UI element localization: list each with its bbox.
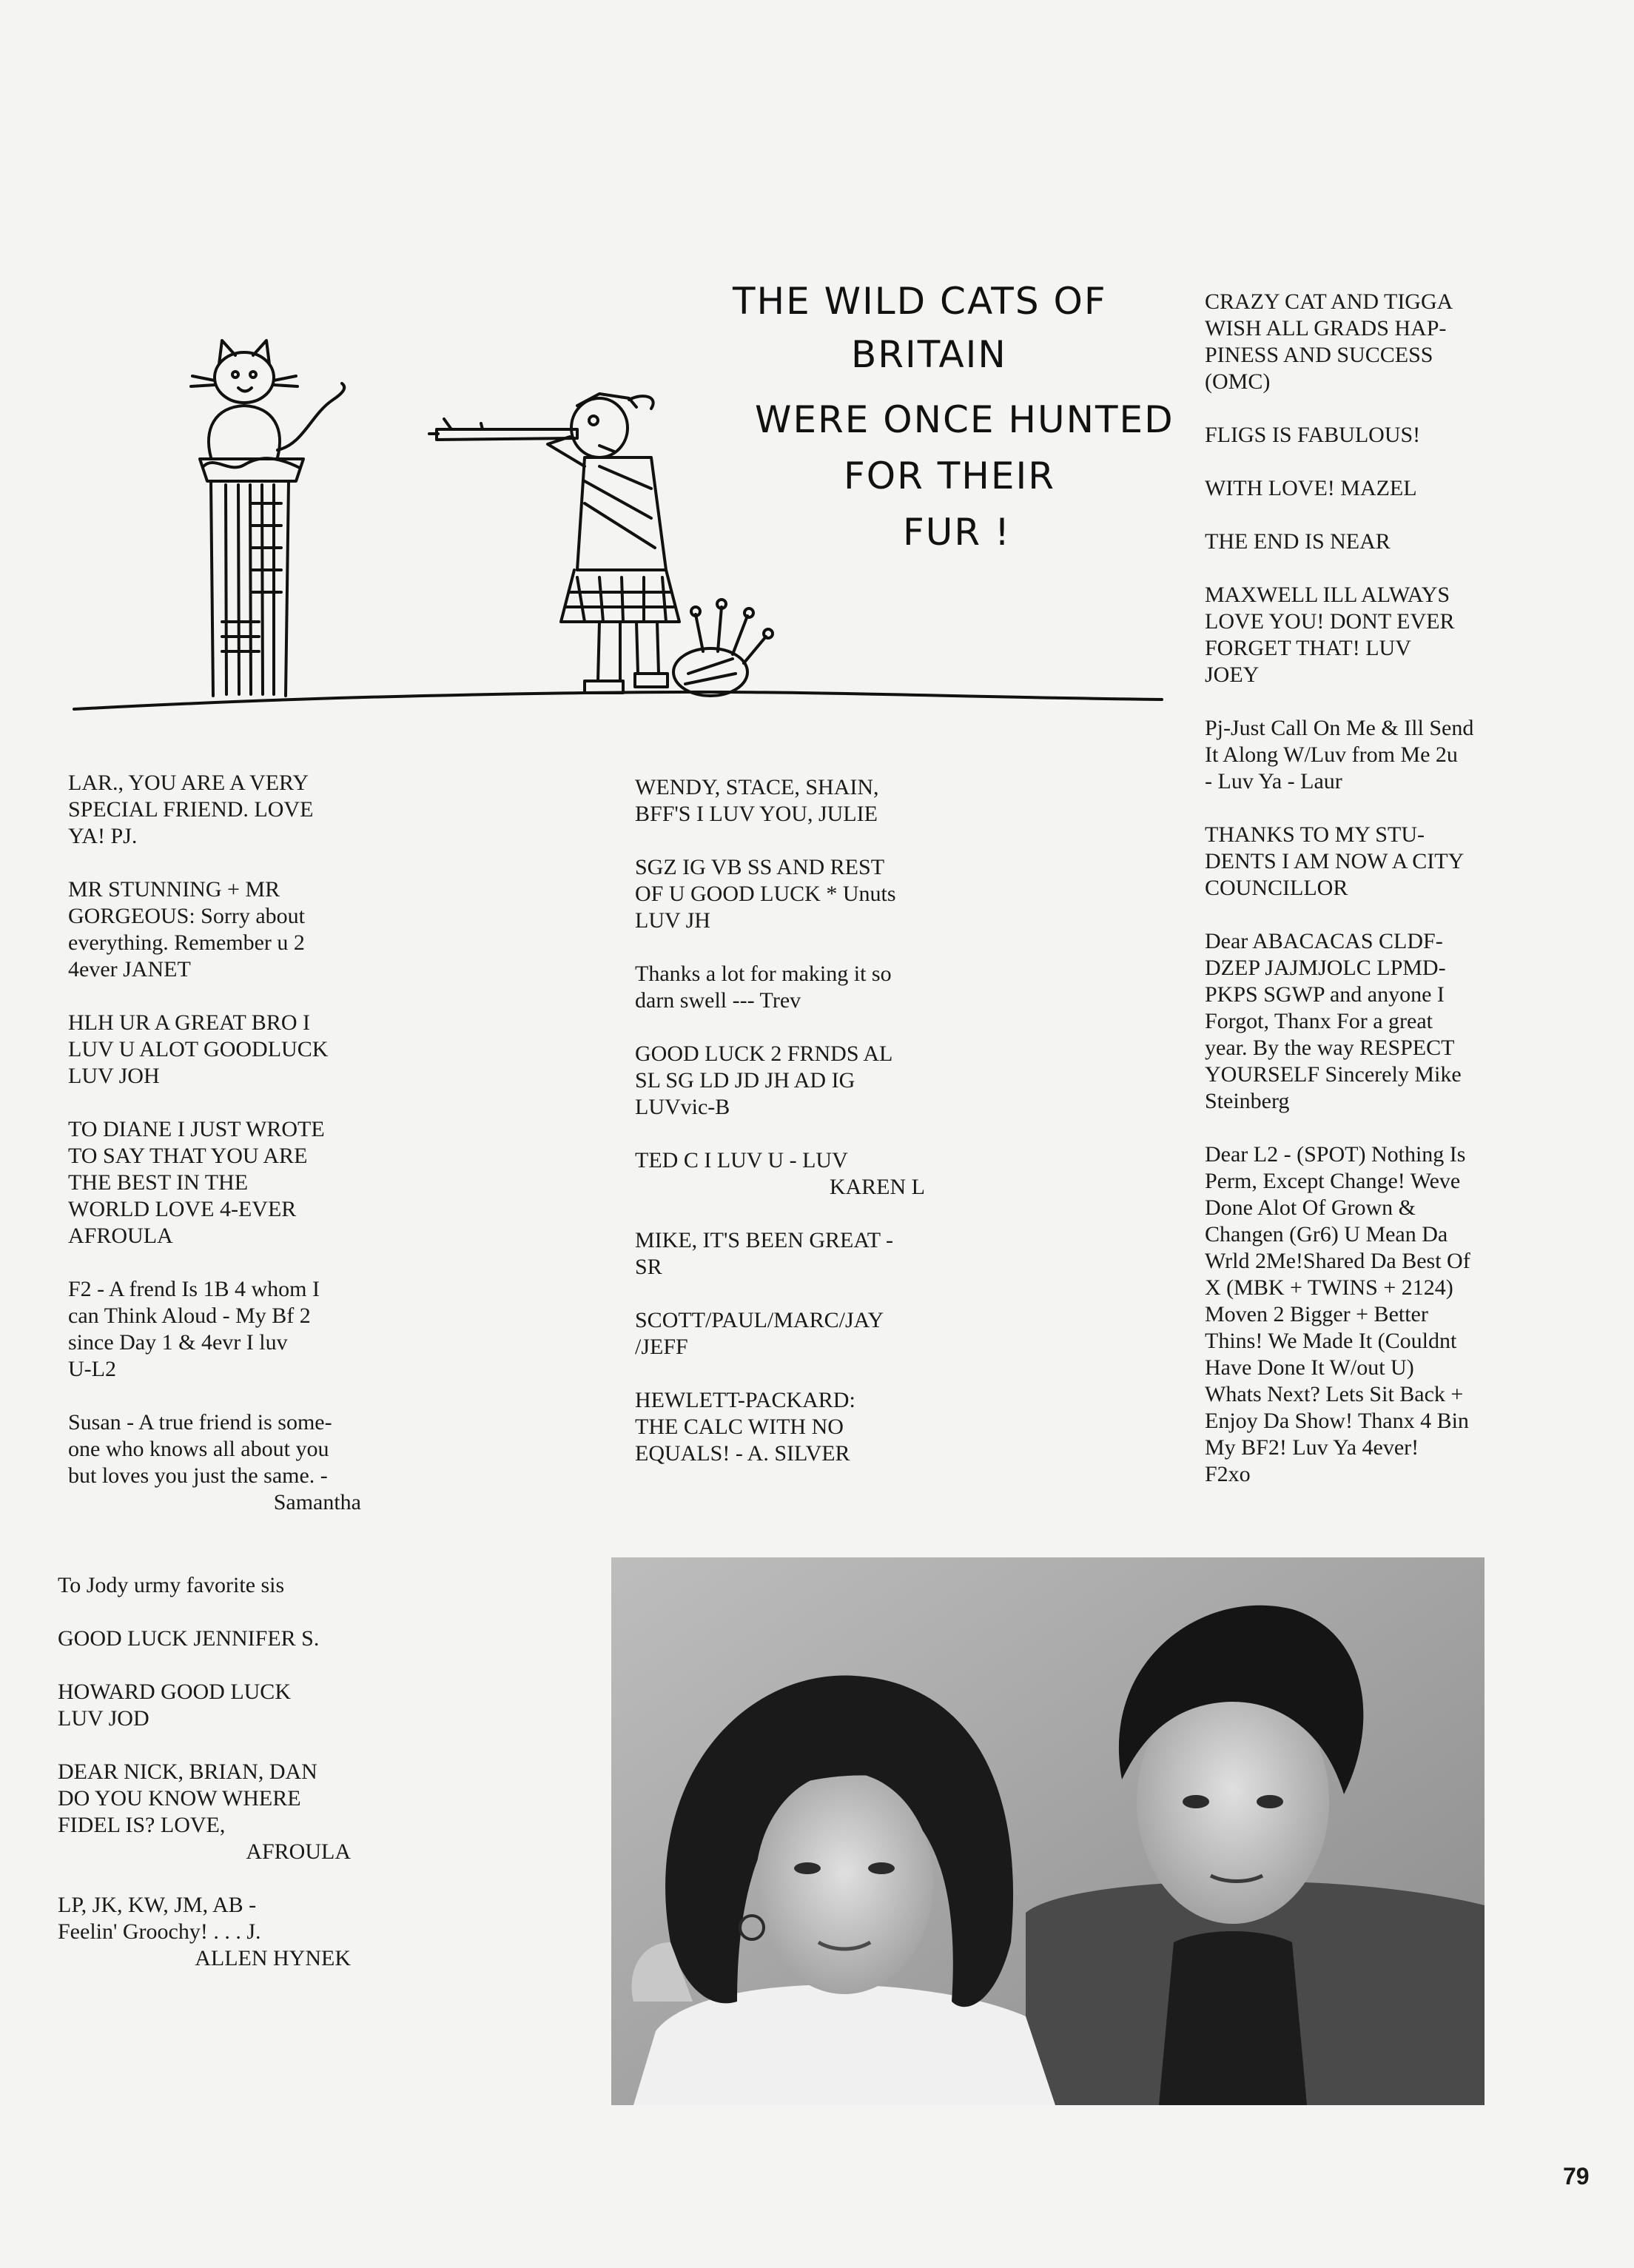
message-line: darn swell --- Trev xyxy=(635,988,801,1013)
message-line: MIKE, IT'S BEEN GREAT - xyxy=(635,1228,893,1252)
message-line: JOEY xyxy=(1205,662,1260,687)
message-line: LUV JOH xyxy=(68,1064,160,1088)
message xyxy=(68,1010,361,1090)
message-line: EQUALS! - A. SILVER xyxy=(635,1441,850,1466)
message-line: WISH ALL GRADS HAP- xyxy=(1205,316,1447,340)
message-line: THE END IS NEAR xyxy=(1205,529,1391,554)
message xyxy=(1205,475,1496,502)
message-line: HOWARD GOOD LUCK xyxy=(58,1680,291,1704)
couple-photo xyxy=(611,1557,1485,2105)
message xyxy=(635,1387,925,1467)
message-line: LUVvic-B xyxy=(635,1095,730,1119)
message-line: 4ever JANET xyxy=(68,957,191,982)
message-line: AFROULA xyxy=(68,1224,173,1248)
message xyxy=(68,1409,361,1516)
message-line: since Day 1 & 4evr I luv xyxy=(68,1330,288,1355)
message xyxy=(68,1116,361,1249)
message-signature: KAREN L xyxy=(829,1175,925,1199)
message-line: - Luv Ya - Laur xyxy=(1205,769,1342,794)
message-line: FIDEL IS? LOVE, xyxy=(58,1813,226,1837)
message-line: LUV JOD xyxy=(58,1706,149,1731)
message-line: GOOD LUCK 2 FRNDS AL xyxy=(635,1041,893,1066)
message xyxy=(635,854,925,934)
message-line: PINESS AND SUCCESS xyxy=(1205,343,1433,367)
message-line: TED C I LUV U - LUV xyxy=(635,1148,848,1172)
message-line: Changen (Gr6) U Mean Da xyxy=(1205,1222,1448,1247)
message-line: LP, JK, KW, JM, AB - xyxy=(58,1893,257,1917)
message-line: LOVE YOU! DONT EVER xyxy=(1205,609,1455,634)
message-line: Thins! We Made It (Couldnt xyxy=(1205,1329,1457,1353)
message-line: F2xo xyxy=(1205,1462,1251,1486)
message-line: /JEFF xyxy=(635,1335,688,1359)
message xyxy=(1205,1141,1496,1488)
message-line: FORGET THAT! LUV xyxy=(1205,636,1411,660)
message-signature: ALLEN HYNEK xyxy=(195,1946,351,1970)
message xyxy=(1205,928,1496,1115)
message-line: Steinberg xyxy=(1205,1089,1290,1113)
message-line: TO DIANE I JUST WROTE xyxy=(68,1117,325,1141)
message-signature: Samantha xyxy=(273,1490,361,1514)
message xyxy=(635,961,925,1014)
message-line: BFF'S I LUV YOU, JULIE xyxy=(635,802,878,826)
message-line: can Think Aloud - My Bf 2 xyxy=(68,1304,311,1328)
message-line: WORLD LOVE 4-EVER xyxy=(68,1197,297,1221)
message-line: Feelin' Groochy! . . . J. xyxy=(58,1919,261,1944)
message-line: MR STUNNING + MR xyxy=(68,877,280,902)
message xyxy=(68,1276,361,1383)
message-line: SGZ IG VB SS AND REST xyxy=(635,855,885,879)
message-line: YOURSELF Sincerely Mike xyxy=(1205,1062,1462,1087)
message-line: LUV U ALOT GOODLUCK xyxy=(68,1037,329,1061)
headline-line-5: FUR ! xyxy=(903,511,1012,554)
headline-line-2: BRITAIN xyxy=(851,333,1007,376)
message-line: LUV JH xyxy=(635,908,710,933)
message xyxy=(68,770,361,850)
message-line: THE BEST IN THE xyxy=(68,1170,249,1195)
message xyxy=(58,1679,351,1732)
message-line: FLIGS IS FABULOUS! xyxy=(1205,423,1421,447)
message xyxy=(58,1892,351,1972)
message-line: My BF2! Luv Ya 4ever! xyxy=(1205,1435,1419,1460)
message-line: SR xyxy=(635,1255,662,1279)
messages-column-right xyxy=(1205,289,1496,1514)
message-line: OF U GOOD LUCK * Unuts xyxy=(635,882,896,906)
headline-line-4: FOR THEIR xyxy=(844,454,1055,497)
message-line: Forgot, Thanx For a great xyxy=(1205,1009,1433,1033)
message-line: Susan - A true friend is some- xyxy=(68,1410,332,1435)
message xyxy=(1205,715,1496,795)
message-line: SCOTT/PAUL/MARC/JAY xyxy=(635,1308,884,1332)
message-line: Have Done It W/out U) xyxy=(1205,1355,1414,1380)
message xyxy=(635,1147,925,1201)
messages-column-left-top xyxy=(68,770,361,1543)
message-line: GORGEOUS: Sorry about xyxy=(68,904,305,928)
message-line: MAXWELL ILL ALWAYS xyxy=(1205,583,1450,607)
message-line: Whats Next? Lets Sit Back + xyxy=(1205,1382,1464,1406)
message-line: To Jody urmy favorite sis xyxy=(58,1573,285,1597)
message xyxy=(58,1572,351,1599)
message xyxy=(635,1041,925,1121)
message-line: Wrld 2Me!Shared Da Best Of xyxy=(1205,1249,1470,1273)
messages-column-middle xyxy=(635,774,925,1494)
message-line: one who knows all about you xyxy=(68,1437,329,1461)
message-line: X (MBK + TWINS + 2124) xyxy=(1205,1275,1453,1300)
page-number: 79 xyxy=(1563,2163,1590,2190)
message-line: DZEP JAJMJOLC LPMD- xyxy=(1205,956,1446,980)
message xyxy=(1205,529,1496,555)
message-line: COUNCILLOR xyxy=(1205,876,1348,900)
message-line: SPECIAL FRIEND. LOVE xyxy=(68,797,314,822)
message xyxy=(58,1625,351,1652)
message-line: THE CALC WITH NO xyxy=(635,1415,844,1439)
message-line: Dear L2 - (SPOT) Nothing Is xyxy=(1205,1142,1466,1167)
message-line: F2 - A frend Is 1B 4 whom I xyxy=(68,1277,320,1301)
message-line: year. By the way RESPECT xyxy=(1205,1036,1455,1060)
message-line: but loves you just the same. - xyxy=(68,1463,328,1488)
message-line: It Along W/Luv from Me 2u xyxy=(1205,742,1458,767)
message xyxy=(635,774,925,828)
message-line: Done Alot Of Grown & xyxy=(1205,1195,1416,1220)
message-line: CRAZY CAT AND TIGGA xyxy=(1205,289,1453,314)
message-line: Perm, Except Change! Weve xyxy=(1205,1169,1461,1193)
message-line: WITH LOVE! MAZEL xyxy=(1205,476,1417,500)
message-line: DENTS I AM NOW A CITY xyxy=(1205,849,1465,873)
message-signature: AFROULA xyxy=(246,1839,351,1864)
message-line: Moven 2 Bigger + Better xyxy=(1205,1302,1428,1326)
message-line: Enjoy Da Show! Thanx 4 Bin xyxy=(1205,1409,1469,1433)
headline-line-1: THE WILD CATS OF xyxy=(733,280,1107,323)
message-line: everything. Remember u 2 xyxy=(68,930,305,955)
message-line: PKPS SGWP and anyone I xyxy=(1205,982,1445,1007)
message xyxy=(1205,422,1496,449)
message-line: WENDY, STACE, SHAIN, xyxy=(635,775,879,799)
message-line: Dear ABACACAS CLDF- xyxy=(1205,929,1443,953)
message xyxy=(1205,289,1496,395)
message-line: SL SG LD JD JH AD IG xyxy=(635,1068,855,1093)
message-line: U-L2 xyxy=(68,1357,116,1381)
message-line: Thanks a lot for making it so xyxy=(635,962,892,986)
message xyxy=(635,1307,925,1361)
message-line: HEWLETT-PACKARD: xyxy=(635,1388,855,1412)
message xyxy=(635,1227,925,1281)
message xyxy=(1205,582,1496,688)
message-line: LAR., YOU ARE A VERY xyxy=(68,771,309,795)
message-line: DEAR NICK, BRIAN, DAN xyxy=(58,1759,317,1784)
message xyxy=(1205,822,1496,902)
message-line: YA! PJ. xyxy=(68,824,138,848)
message-line: TO SAY THAT YOU ARE xyxy=(68,1144,308,1168)
headline-line-3: WERE ONCE HUNTED xyxy=(755,398,1174,441)
message xyxy=(58,1759,351,1865)
message-line: THANKS TO MY STU- xyxy=(1205,822,1425,847)
message-line: HLH UR A GREAT BRO I xyxy=(68,1010,310,1035)
message xyxy=(68,876,361,983)
message-line: Pj-Just Call On Me & Ill Send xyxy=(1205,716,1474,740)
messages-column-left-bottom xyxy=(58,1572,351,1999)
message-line: (OMC) xyxy=(1205,369,1271,394)
message-line: GOOD LUCK JENNIFER S. xyxy=(58,1626,320,1651)
message-line: DO YOU KNOW WHERE xyxy=(58,1786,301,1811)
